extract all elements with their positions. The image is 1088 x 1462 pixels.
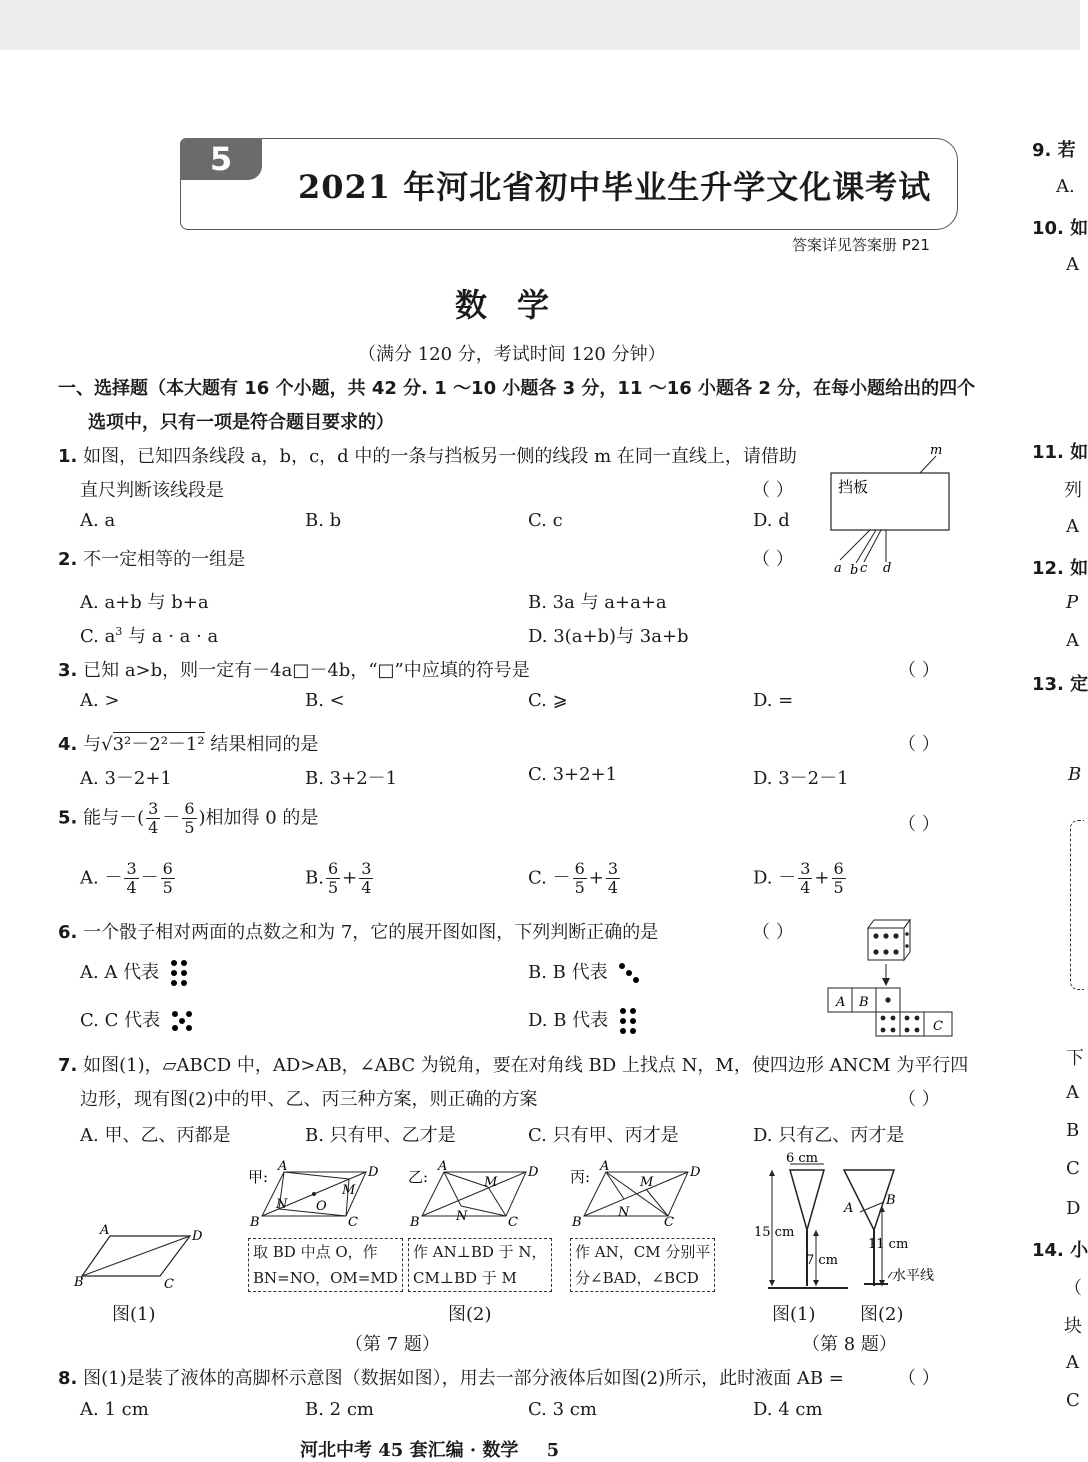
q5-a-f1d: 4 (126, 878, 137, 897)
q5-c-op: + (588, 867, 604, 889)
q5-d-f2d: 5 (833, 878, 844, 897)
q2-option-c-rest: 与 a · a · a (122, 626, 219, 647)
q5-c-label: C. － (528, 867, 571, 889)
q1-option-b: B. b (305, 510, 342, 531)
q1-text: 如图，已知四条线段 a，b，c，d 中的一条与挡板另一侧的线段 m 在同一直线上，请借助 (83, 446, 797, 467)
q5-option-a (80, 860, 177, 897)
right-q10: 10. 如 (1032, 218, 1088, 239)
q7-fig1-caption: 图(1) (112, 1304, 156, 1325)
right-q13-option-a: A (1066, 1082, 1079, 1103)
q5-option-d (753, 860, 848, 897)
q8-number: 8. (58, 1368, 78, 1389)
q6-answer-paren: （ ） (752, 922, 794, 943)
q7-option-a: A. 甲、乙、丙都是 (80, 1125, 231, 1146)
q5-operator: － (162, 807, 181, 829)
q7-yi-label-n: N (456, 1209, 468, 1224)
q6-a-text: A. A 代表 (80, 962, 160, 983)
q4-option-b: B. 3+2－1 (305, 768, 398, 789)
q5-c-f2d: 4 (607, 878, 619, 897)
q5-fraction-1 (146, 800, 160, 837)
net-label-a: A (836, 995, 846, 1010)
q5-a-f2n: 6 (162, 859, 173, 878)
q1-label-a: a (834, 561, 842, 576)
q5-d-f2n: 6 (833, 859, 844, 878)
q6-number: 6. (58, 922, 78, 943)
q7-bing-label-d: D (690, 1165, 701, 1180)
q1-label-b: b (850, 563, 859, 578)
q8-goblet-figure (752, 1150, 952, 1292)
q4-number: 4. (58, 734, 78, 755)
q2-option-c (80, 622, 218, 648)
right-q14-option-c: C (1066, 1390, 1080, 1411)
q8-label-7cm: 7 cm (806, 1253, 839, 1268)
dice-six-icon (169, 958, 189, 988)
q8-cup-1 (790, 1170, 824, 1230)
q5-answer-paren: （ ） (898, 814, 940, 835)
net-label-b: B (859, 995, 869, 1010)
q3-number: 3. (58, 660, 78, 681)
q7-f1-label-a: A (100, 1223, 110, 1238)
q8-label-b: B (886, 1193, 896, 1208)
q7-text: 如图(1)，▱ABCD 中，AD>AB，∠ABC 为锐角，要在对角线 BD 上找点 N，M，使四边形 ANCM 为平行四 (83, 1055, 969, 1076)
q8-option-a: A. 1 cm (80, 1399, 149, 1420)
right-q11-line2: 列 (1064, 480, 1082, 501)
right-q14: 14. 小 (1032, 1240, 1088, 1261)
q8-option-d: D. 4 cm (753, 1399, 823, 1420)
q6-option-a (80, 958, 189, 988)
q7-bing-label-n: N (618, 1205, 630, 1220)
right-q13: 13. 定 (1032, 674, 1088, 695)
q7-plan-yi-figure (406, 1160, 546, 1232)
q5-d-label: D. － (753, 867, 797, 889)
q6-text: 一个骰子相对两面的点数之和为 7，它的展开图如图，下列判断正确的是 (83, 922, 659, 943)
q5-b-label: B. (305, 867, 324, 889)
q7-f1-label-c: C (164, 1277, 174, 1292)
q5-d-f1n: 3 (800, 859, 811, 878)
q1-answer-paren: （ ） (752, 480, 794, 501)
right-q11: 11. 如 (1032, 442, 1088, 463)
q7-plan-bing-label: 丙: (570, 1168, 591, 1186)
scoring-info: （满分 120 分，考试时间 120 分钟） (358, 344, 666, 365)
right-q10-option-a: A (1066, 254, 1079, 275)
q2-option-b: B. 3a 与 a+a+a (528, 592, 667, 613)
q4-text-pre: 与 (83, 734, 102, 755)
q6-dice-net-figure (824, 914, 958, 1044)
q8-option-b: B. 2 cm (305, 1399, 374, 1420)
q8-text: 图(1)是装了液体的高脚杯示意图（数据如图），用去一部分液体后如图(2)所示，此时液面 AB = (83, 1368, 844, 1389)
q7-stem-line2: 边形，现有图(2)中的甲、乙、丙三种方案，则正确的方案 (80, 1089, 538, 1110)
q7-plan-yi-note (408, 1238, 552, 1292)
q5-b-frac2 (359, 860, 373, 897)
exam-title: 2021 年河北省初中毕业生升学文化课考试 (298, 168, 932, 206)
right-q11-option-a: A (1066, 516, 1079, 537)
q5-f2-numerator: 6 (184, 799, 195, 818)
q7-option-b: B. 只有甲、乙才是 (305, 1125, 456, 1146)
q7-jia-label-a: A (278, 1159, 288, 1174)
q1-figure (826, 438, 956, 580)
q2-option-d: D. 3(a+b)与 3a+b (528, 626, 689, 647)
q7-yi-label-a: A (438, 1159, 448, 1174)
q8-answer-paren: （ ） (898, 1368, 940, 1389)
dice-six-icon (618, 1006, 638, 1036)
section-instruction-line1: 一、选择题（本大题有 16 个小题，共 42 分. 1 ～10 小题各 3 分，11 ～16 小题各 2 分，在每小题给出的四个 (58, 378, 976, 399)
dice-five-icon (170, 1009, 194, 1033)
q7-jia-label-o: O (316, 1199, 327, 1214)
q4-option-c: C. 3+2+1 (528, 764, 618, 785)
q5-number: 5. (58, 807, 78, 829)
q1-line-a (840, 530, 870, 560)
q6-option-b (528, 958, 641, 985)
section-instruction-line2: 选项中，只有一项是符合题目要求的） (88, 412, 394, 433)
net-label-c: C (933, 1019, 943, 1034)
exam-number-badge: 5 (180, 138, 262, 180)
q5-f2-denominator: 5 (184, 818, 195, 837)
q5-stem (58, 800, 318, 837)
top-bar (0, 0, 1080, 50)
q7-plan-yi-note-line2: CM⊥BD 于 M (413, 1269, 517, 1287)
q3-text: 已知 a>b，则一定有－4a□－4b，“□”中应填的符号是 (83, 660, 530, 681)
q1-stem-line1 (58, 442, 797, 468)
q4-radicand: 3²－2²－1² (112, 734, 205, 755)
q7-stem-line1 (58, 1051, 968, 1077)
q7-plan-yi-label: 乙: (408, 1168, 429, 1186)
q5-a-f1n: 3 (126, 859, 137, 878)
right-q13-figure-label: B (1068, 764, 1082, 785)
q7-plan-bing-note-line2: 分∠BAD，∠BCD (575, 1269, 699, 1287)
right-q13-figure-frame (1070, 820, 1084, 990)
q1-option-d: D. d (753, 510, 790, 531)
q5-f1-denominator: 4 (148, 818, 159, 837)
q7-yi-label-c: C (508, 1215, 518, 1230)
q2-option-c-base: C. a (80, 626, 116, 647)
q7-jia-label-n: N (276, 1197, 288, 1212)
radical-sign-icon: √ (101, 734, 113, 755)
q5-c-frac2 (606, 860, 620, 897)
right-q12: 12. 如 (1032, 558, 1088, 579)
q1-option-c: C. c (528, 510, 563, 531)
q8-caption: （第 8 题） (802, 1334, 897, 1355)
q5-b-f2d: 4 (361, 878, 372, 897)
q2-option-c-exponent: 3 (115, 625, 123, 638)
dice-side-face (904, 920, 910, 960)
q3-option-a: A. > (80, 690, 120, 711)
q7-plan-jia-figure (246, 1160, 386, 1232)
right-q13-option-d: D (1066, 1198, 1081, 1219)
q7-option-d: D. 只有乙、丙才是 (753, 1125, 905, 1146)
dice-top-face (868, 920, 910, 928)
q7-bing-label-c: C (664, 1215, 674, 1230)
q1-option-a: A. a (80, 510, 116, 531)
q5-d-f1d: 4 (800, 878, 811, 897)
right-q13-option-c: C (1066, 1158, 1080, 1179)
q5-b-f1d: 5 (327, 878, 339, 897)
q7-plan-jia-label: 甲: (248, 1168, 269, 1186)
q7-f1-label-d: D (192, 1229, 203, 1244)
right-q12-line2: P (1066, 592, 1079, 613)
q5-a-frac1 (124, 860, 138, 897)
right-q13-text: 下 (1066, 1048, 1084, 1069)
q5-b-op: + (342, 867, 358, 889)
q2-stem (58, 545, 245, 571)
q7-jia-label-d: D (368, 1165, 379, 1180)
q1-label-d: d (883, 561, 892, 576)
q1-number: 1. (58, 446, 78, 467)
q1-label-c: c (860, 561, 868, 576)
q5-a-op: － (140, 867, 159, 889)
q7-figure1-parallelogram (72, 1222, 212, 1292)
q5-c-f2n: 3 (607, 859, 619, 878)
answer-reference: 答案详见答案册 P21 (792, 236, 930, 254)
q8-stem (58, 1364, 844, 1390)
q1-board-label: 挡板 (838, 478, 869, 496)
q6-d-text: D. B 代表 (528, 1010, 609, 1031)
footer-page-number: 5 (546, 1440, 560, 1461)
q4-option-d: D. 3－2－1 (753, 768, 849, 789)
q7-caption: （第 7 题） (345, 1334, 440, 1355)
dice-front-face (868, 928, 904, 960)
right-q12-option-a: A (1066, 630, 1079, 651)
q8-label-11cm: 11 cm (868, 1237, 909, 1252)
q7-plan-jia-note (248, 1238, 403, 1292)
q7-yi-label-b: B (410, 1215, 420, 1230)
q2-number: 2. (58, 549, 78, 570)
q5-a-frac2 (161, 860, 175, 897)
q7-jia-label-c: C (348, 1215, 358, 1230)
q2-text: 不一定相等的一组是 (83, 549, 246, 570)
q2-answer-paren: （ ） (752, 549, 794, 570)
q8-option-c: C. 3 cm (528, 1399, 597, 1420)
q7-plan-jia-note-line1: 取 BD 中点 O，作 (253, 1243, 378, 1261)
q7-plan-bing-note (570, 1238, 715, 1292)
q7-fig2-caption: 图(2) (448, 1304, 492, 1325)
q3-option-b: B. < (305, 690, 345, 711)
q7-yi-label-d: D (528, 1165, 539, 1180)
q4-text-post: 结果相同的是 (210, 734, 319, 755)
q5-b-frac1 (326, 860, 340, 897)
q7-bing-label-a: A (600, 1159, 610, 1174)
q3-answer-paren: （ ） (898, 660, 940, 681)
right-q14-line3: 块 (1064, 1316, 1082, 1337)
q2-option-a: A. a+b 与 b+a (80, 592, 209, 613)
q4-answer-paren: （ ） (898, 734, 940, 755)
q7-bing-label-b: B (572, 1215, 582, 1230)
q8-label-a: A (844, 1201, 854, 1216)
q8-fig2-caption: 图(2) (860, 1304, 904, 1325)
q7-f1-label-b: B (74, 1275, 84, 1290)
q3-option-d: D. = (753, 690, 794, 711)
right-q14-option-a: A (1066, 1352, 1079, 1373)
q5-fraction-2 (182, 800, 196, 837)
dice-three-icon (617, 961, 641, 985)
q7-plan-bing-note-line1: 作 AN，CM 分别平 (575, 1243, 711, 1261)
q7-plan-bing-figure (568, 1160, 708, 1232)
q5-text-post: )相加得 0 的是 (198, 807, 319, 829)
subject-title: 数学 (455, 286, 580, 324)
q5-text-pre: 能与－( (83, 807, 145, 829)
q4-option-a: A. 3－2+1 (80, 768, 172, 789)
page-footer (300, 1436, 559, 1462)
q6-b-text: B. B 代表 (528, 962, 608, 983)
q5-d-frac2 (832, 860, 846, 897)
q7-bing-label-m: M (640, 1175, 654, 1190)
q7-answer-paren: （ ） (898, 1089, 940, 1110)
q8-label-15cm: 15 cm (754, 1225, 795, 1240)
q3-option-c: C. ⩾ (528, 690, 568, 711)
q3-stem (58, 656, 530, 682)
q5-b-f2n: 3 (361, 859, 372, 878)
q5-d-op: + (814, 867, 830, 889)
q6-stem (58, 918, 658, 944)
q5-d-frac1 (798, 860, 812, 897)
q1-stem-line2: 直尺判断该线段是 (80, 480, 224, 501)
q1-line-m (920, 456, 936, 473)
q1-label-m: m (930, 443, 943, 458)
q8-fig1-caption: 图(1) (772, 1304, 816, 1325)
q5-option-c (528, 860, 622, 897)
right-q14-line2: （ (1064, 1278, 1082, 1299)
q5-a-f2d: 5 (162, 878, 173, 897)
q6-option-d (528, 1006, 638, 1036)
q8-label-6cm: 6 cm (786, 1151, 819, 1166)
q7-option-c: C. 只有甲、丙才是 (528, 1125, 679, 1146)
q5-b-f1n: 6 (327, 859, 339, 878)
footer-book-title: 河北中考 45 套汇编 · 数学 (300, 1440, 519, 1461)
q7-plan-yi-note-line1: 作 AN⊥BD 于 N， (413, 1243, 547, 1261)
right-q13-option-b: B (1066, 1120, 1080, 1141)
q5-option-b (305, 860, 375, 897)
q6-c-text: C. C 代表 (80, 1010, 161, 1031)
q7-jia-label-b: B (250, 1215, 260, 1230)
q5-c-f1n: 6 (574, 859, 585, 878)
right-q9-option-a: A. (1056, 176, 1075, 197)
q5-a-label: A. － (80, 867, 123, 889)
q5-f1-numerator: 3 (148, 799, 159, 818)
q8-label-level: 水平线 (892, 1268, 934, 1284)
q4-stem (58, 730, 318, 756)
q5-c-frac1 (573, 860, 587, 897)
q7-number: 7. (58, 1055, 78, 1076)
q7-yi-label-m: M (484, 1175, 498, 1190)
q7-plan-jia-note-line2: BN=NO，OM=MD (253, 1269, 398, 1287)
q7-jia-label-m: M (342, 1183, 356, 1198)
right-q9: 9. 若 (1032, 140, 1076, 161)
q5-c-f1d: 5 (574, 878, 585, 897)
q6-option-c (80, 1006, 194, 1033)
